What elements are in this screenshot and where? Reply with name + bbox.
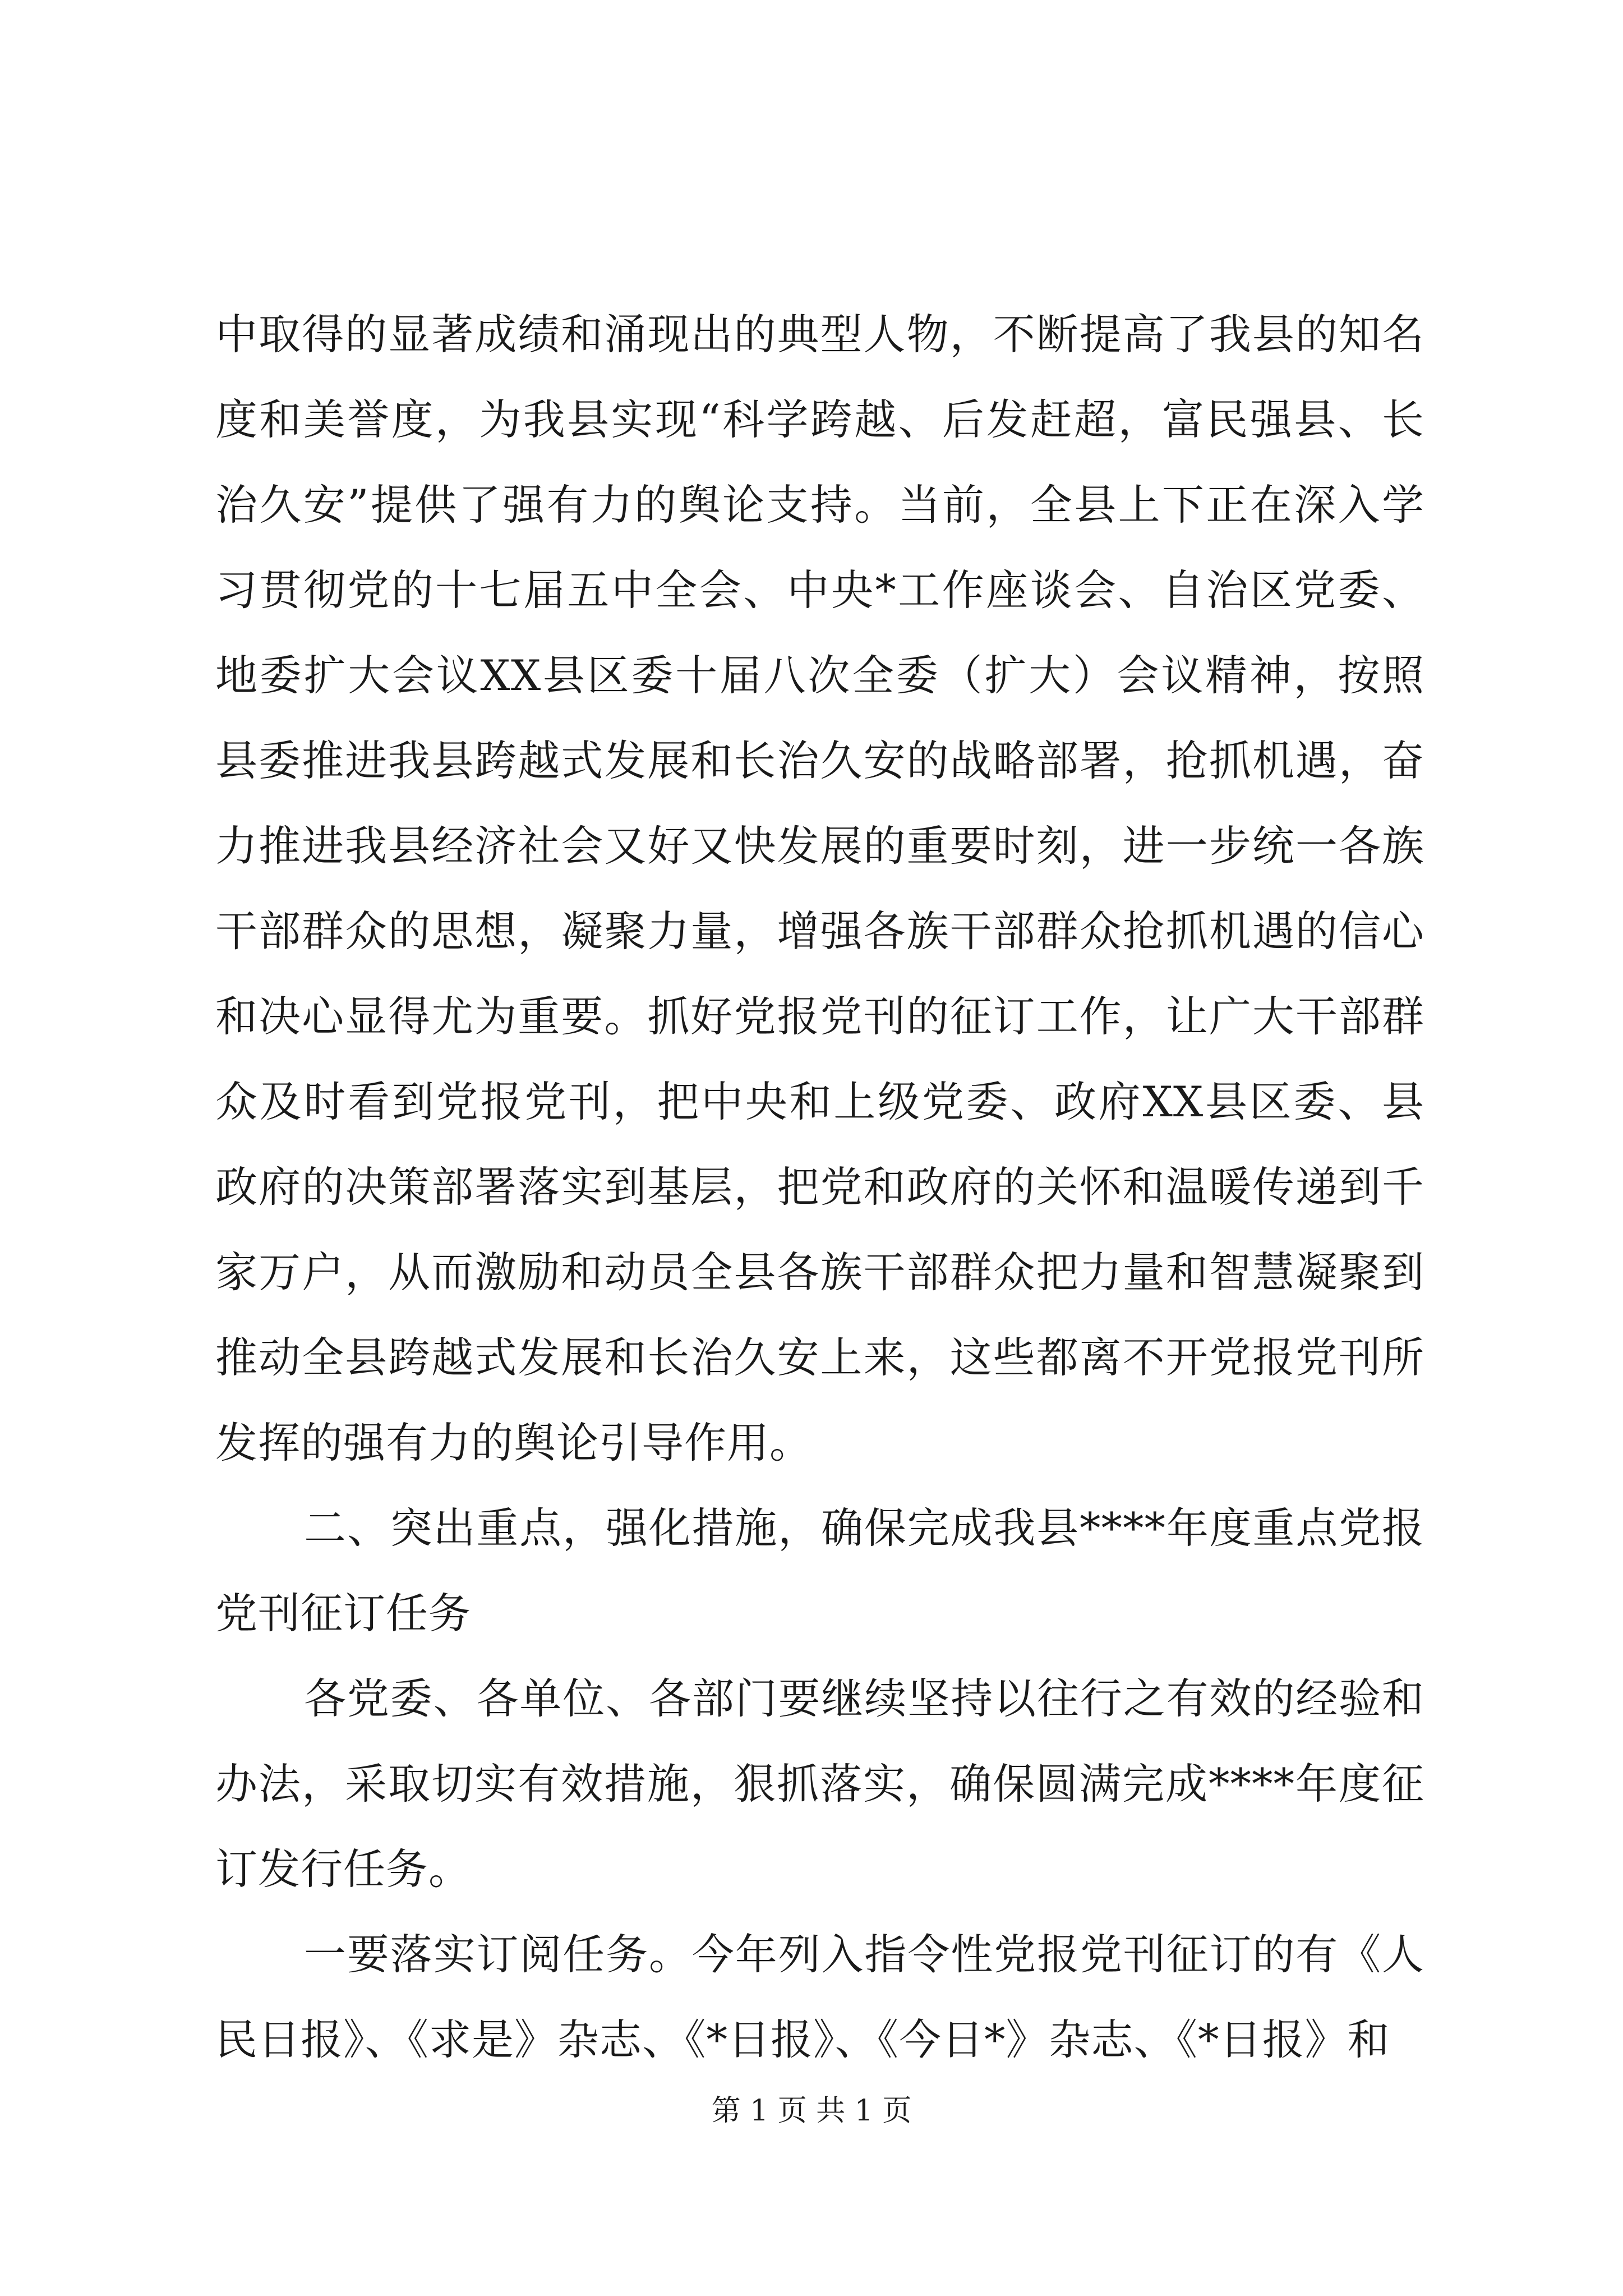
paragraph-requirements: 各党委、各单位、各部门要继续坚持以往行之有效的经验和办法，采取切实有效措施，狠抓落实，确保圆满完成****年度征订发行任务。	[215, 1674, 1424, 1894]
paragraph-subscription-task: 一要落实订阅任务。今年列入指令性党报党刊征订的有《人民日报》、《求是》杂志、《*日报》、《今日*》杂志、《*日报》和	[215, 1930, 1424, 2064]
paragraph-continued: 中取得的显著成绩和涌现出的典型人物，不断提高了我县的知名度和美誉度，为我县实现“科学跨越、后发赶超，富民强县、长治久安”提供了强有力的舆论支持。当前，全县上下正在深入学习贯彻党的十七届五中全会、中央*工作座谈会、自治区党委、地委扩大会议XX县区委十届八次全委（扩大）会议精神，按照县委推进我县跨越式发展和长治久安的战略部署，抢抓机遇，奋力推进我县经济社会又好又快发展的重要时刻，进一步统一各族干部群众的思想，凝聚力量，增强各族干部群众抢抓机遇的信心和决心显得尤为重要。抓好党报党刊的征订工作，让广大干部群众及时看到党报党刊，把中央和上级党委、政府XX县区委、县政府的决策部署落实到基层，把党和政府的关怀和温暖传递到千家万户，从而激励和动员全县各族干部群众把力量和智慧凝聚到推动全县跨越式发展和长治久安上来，这些都离不开党报党刊所发挥的强有力的舆论引导作用。	[215, 310, 1424, 1467]
page-footer: 第 1 页 共 1 页	[711, 2094, 912, 2128]
section-heading: 二、突出重点，强化措施，确保完成我县****年度重点党报党刊征订任务	[215, 1503, 1424, 1638]
document-body	[215, 292, 1424, 2082]
